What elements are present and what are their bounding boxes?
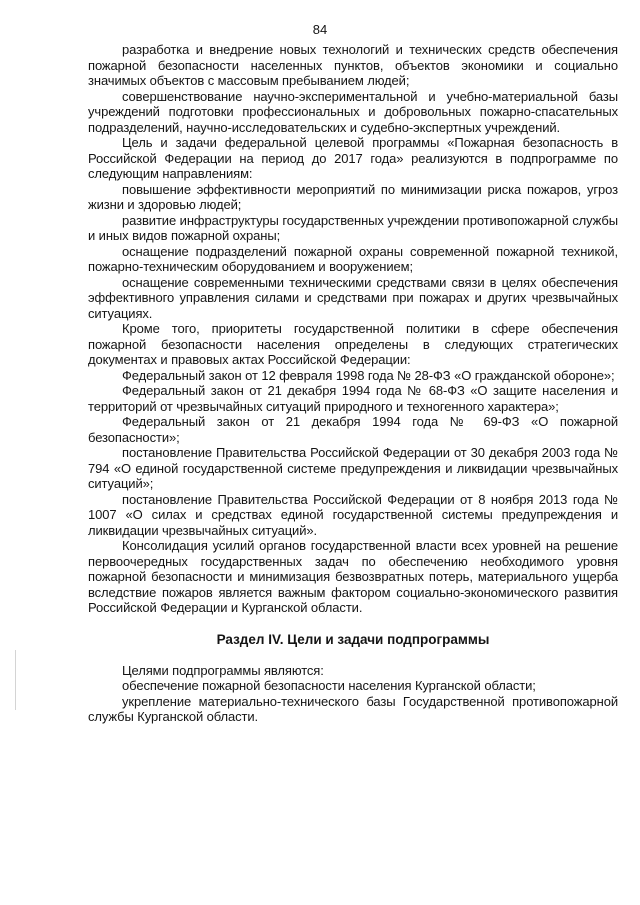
paragraph: развитие инфраструктуры государственных учреждении противопожарной службы и иных видов пожарной охраны; bbox=[88, 212, 618, 243]
paragraph: оснащение подразделений пожарной охраны современной пожарной техникой, пожарно-техническим оборудованием и вооружением; bbox=[88, 243, 618, 274]
section-heading: Раздел IV. Цели и задачи подпрограммы bbox=[216, 631, 490, 647]
paragraph: оснащение современными техническими средствами связи в целях обеспечения эффективного управления силами и средствами при пожарах и других чрезвычайных ситуациях. bbox=[88, 274, 618, 321]
paragraph: Федеральный закон от 21 декабря 1994 года № 69-ФЗ «О пожарной безопасности»; bbox=[88, 414, 618, 445]
paragraph: постановление Правительства Российской Федерации от 30 декабря 2003 года № 794 «О единой государственной системе предупреждения и ликвидации чрезвычайных ситуаций»; bbox=[88, 445, 618, 491]
document-body bbox=[88, 42, 618, 725]
paragraph: повышение эффективности мероприятий по минимизации риска пожаров, угроз жизни и здоровью людей; bbox=[88, 181, 618, 212]
paragraph: обеспечение пожарной безопасности населения Курганской области; bbox=[122, 678, 536, 693]
paragraph: укрепление материально-технического базы Государственной противопожарной службы Курганской области. bbox=[88, 693, 618, 724]
paragraph: Консолидация усилий органов государственной власти всех уровней на решение первоочередных государственных задач по обеспечению необходимого уровня пожарной безопасности и минимизация безвозвратных потерь, материального ущерба вследствие пожаров является важным фактором социально-экономического развития Российской Федерации и Курганской области. bbox=[88, 538, 618, 615]
paragraph: Федеральный закон от 12 февраля 1998 года № 28-ФЗ «О гражданской обороне»; bbox=[122, 367, 615, 383]
paragraph: Федеральный закон от 21 декабря 1994 года № 68-ФЗ «О защите населения и территорий от чрезвычайных ситуаций природного и техногенного характера»; bbox=[88, 383, 618, 414]
page-number: 84 bbox=[312, 22, 328, 37]
paragraph: Целями подпрограммы являются: bbox=[122, 662, 324, 678]
paragraph: Цель и задачи федеральной целевой программы «Пожарная безопасность в Российской Федерации на период до 2017 года» реализуются в подпрограмме по следующим направлениям: bbox=[88, 135, 618, 181]
paragraph: совершенствование научно-экспериментальной и учебно-материальной базы учреждений подготовки профессиональных и добровольных пожарно-спасательных подразделений, научно-исследовательских и судебно-экспертных учреждений. bbox=[88, 88, 618, 135]
paragraph: Кроме того, приоритеты государственной политики в сфере обеспечения пожарной безопасности населения определены в следующих стратегических документах и правовых актах Российской Федерации: bbox=[88, 321, 618, 367]
paragraph: постановление Правительства Российской Федерации от 8 ноября 2013 года № 1007 «О силах и средствах единой государственной системы предупреждения и ликвидации чрезвычайных ситуаций». bbox=[88, 491, 618, 538]
paragraph: разработка и внедрение новых технологий и технических средств обеспечения пожарной безопасности населенных пунктов, объектов экономики и социально значимых объектов с массовым пребыванием людей; bbox=[88, 42, 618, 88]
scan-edge-mark bbox=[15, 650, 16, 710]
